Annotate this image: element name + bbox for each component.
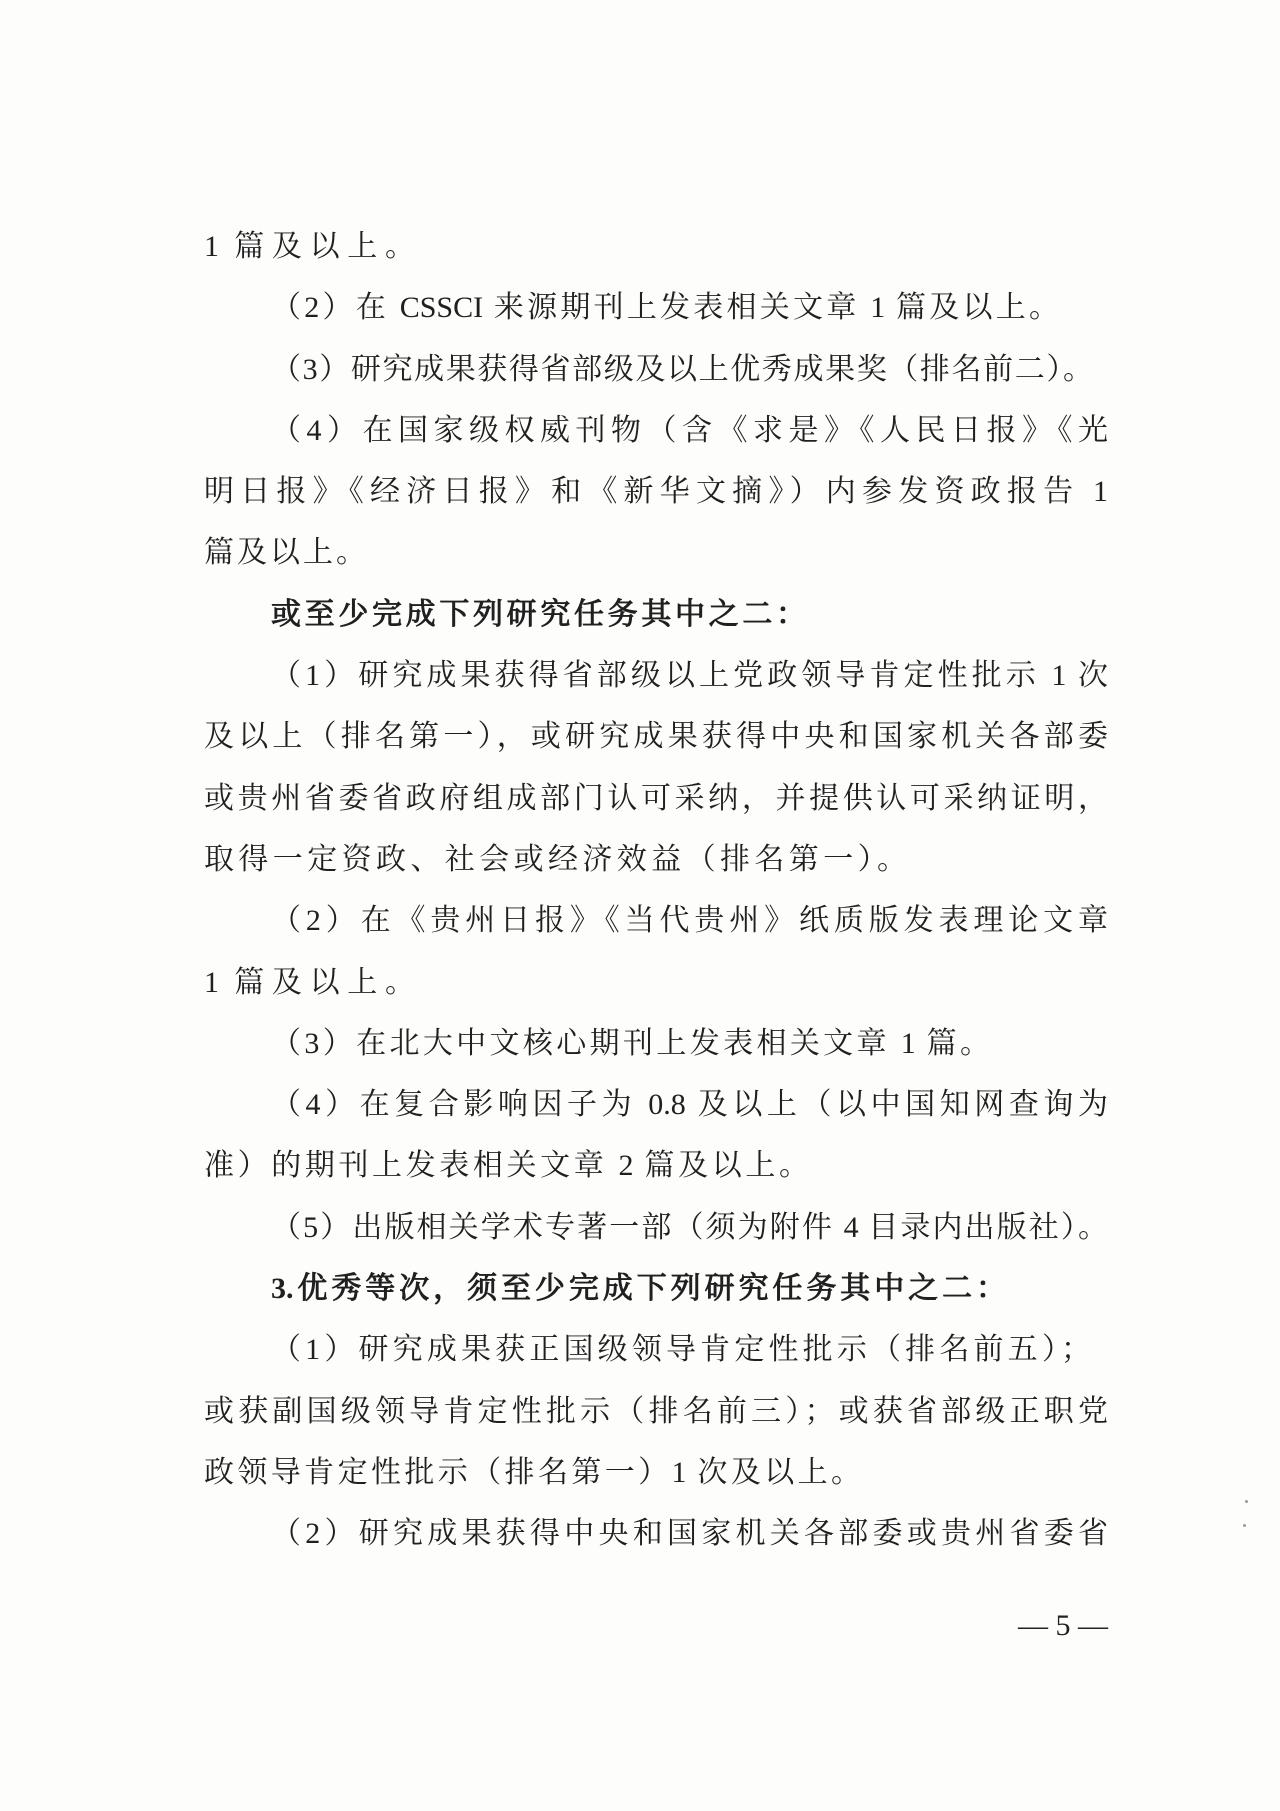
item-1-line: 政领导肯定性批示（排名第一）1 次及以上。 — [204, 1455, 861, 1489]
continuation-line: 1 篇及以上。 — [204, 230, 415, 263]
item-2-line: （2）在 CSSCI 来源期刊上发表相关文章 1 篇及以上。 — [271, 291, 1059, 325]
item-1-line: 或贵州省委省政府组成部门认可采纳，并提供认可采纳证明， — [204, 781, 1108, 815]
item-4-line: 篇及以上。 — [204, 536, 366, 570]
item-1-line: （1）研究成果获正国级领导肯定性批示（排名前五）； — [271, 1333, 1091, 1367]
page-number: — 5 — — [1018, 1609, 1108, 1642]
section-heading: 或至少完成下列研究任务其中之二： — [271, 597, 806, 631]
item-2-line: （2）研究成果获得中央和国家机关各部委或贵州省委省 — [271, 1517, 1108, 1551]
item-4-line: 准）的期刊上发表相关文章 2 篇及以上。 — [204, 1149, 809, 1183]
item-2-line: （2）在《贵州日报》《当代贵州》纸质版发表理论文章 — [271, 904, 1108, 938]
item-3-line: （3）研究成果获得省部级及以上优秀成果奖（排名前二）。 — [271, 352, 1093, 386]
scan-speck — [1245, 1500, 1248, 1503]
item-1-line: 取得一定资政、社会或经济效益（排名第一）。 — [204, 842, 907, 876]
document-body — [204, 216, 1108, 1565]
item-3-line: （3）在北大中文核心期刊上发表相关文章 1 篇。 — [271, 1026, 990, 1060]
item-1-line: 及以上（排名第一），或研究成果获得中央和国家机关各部委 — [204, 720, 1108, 754]
item-4-line: （4）在复合影响因子为 0.8 及以上（以中国知网查询为 — [271, 1088, 1108, 1122]
item-1-line: （1）研究成果获得省部级以上党政领导肯定性批示 1 次 — [271, 659, 1108, 693]
scan-speck — [1243, 1524, 1246, 1527]
item-2-line: 1 篇及以上。 — [204, 965, 415, 999]
item-4-line: （4）在国家级权威刊物（含《求是》《人民日报》《光 — [271, 413, 1108, 447]
section-heading: 3.优秀等次，须至少完成下列研究任务其中之二： — [271, 1272, 1006, 1306]
item-1-line: 或获副国级领导肯定性批示（排名前三）；或获省部级正职党 — [204, 1394, 1108, 1428]
item-5-line: （5）出版相关学术专著一部（须为附件 4 目录内出版社）。 — [271, 1210, 1108, 1244]
item-4-line: 明日报》《经济日报》和《新华文摘》）内参发资政报告 1 — [204, 475, 1108, 509]
